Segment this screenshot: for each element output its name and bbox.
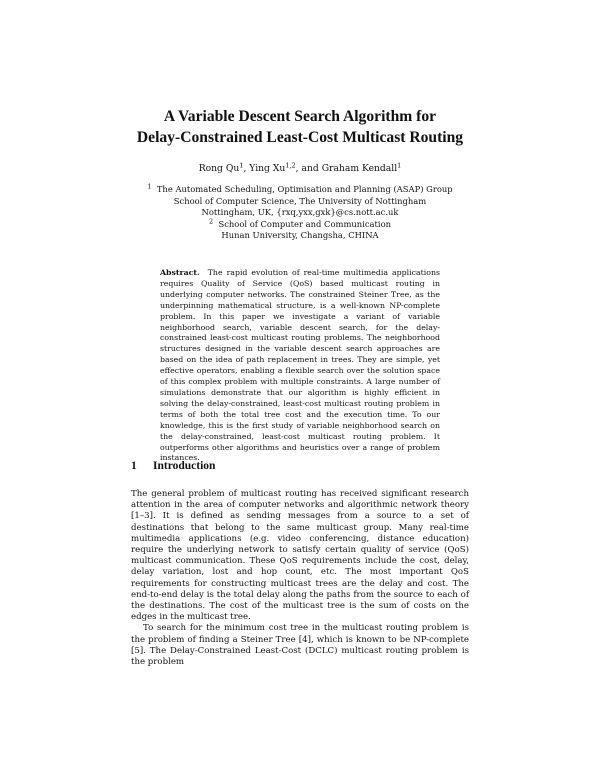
author-affil-mark: 1 [397, 161, 402, 170]
paper-title [0, 106, 600, 148]
paragraph: The general problem of multicast routing has received significant research attention in the area of computer networks and algorithmic network theory [1–3]. It is defined as sending messages from a source to a set of destinations that belong to the same multicast group. Many real-time multimedia applications (e.g. video conferencing, distance education) require the underlying network to satisfy certain quality of service (QoS) multicast communication. These QoS requirements include the cost, delay, delay variation, lost and hop count, etc. The most important QoS requirements for constructing multicast trees are the delay and cost. The end-to-end delay is the total delay along the paths from the source to each of the destinations. The cost of the multicast tree is the sum of costs on the edges in the multicast tree. [131, 489, 469, 623]
section-body [131, 489, 469, 668]
section-title: Introduction [153, 460, 216, 472]
affiliation-line: $^2$ School of Computer and Communication [208, 217, 392, 229]
author-list [0, 163, 600, 174]
paragraph: To search for the minimum cost tree in the multicast routing problem is the problem of finding a Steiner Tree [4], which is known to be NP-complete [5]. The Delay-Constrained Least-Cost (DCLC) multicast routing problem is the problem [131, 623, 469, 668]
abstract-text: The rapid evolution of real-time multimedia applications requires Quality of Service (QoS) based multicast routing in underlying computer networks. The constrained Steiner Tree, as the underpinning mathematical structure, is a well-known NP-complete problem. In this paper we investigate a variant of variable neighborhood search, variable descent search, for the delay-constrained least-cost multicast routing problems. The neighborhood structures designed in the variable descent search approaches are based on the idea of path replacement in trees. They are simple, yet effective operators, enabling a flexible search over the solution space of this complex problem with multiple constraints. A large number of simulations demonstrate that our algorithm is highly efficient in solving the delay-constrained, least-cost multicast routing problem in terms of both the total tree cost and the execution time. To our knowledge, this is the first study of variable neighborhood search on the delay-constrained, least-cost multicast routing problem. It outperforms other algorithms and heuristics over a range of problem instances. [160, 268, 440, 463]
section-heading [131, 460, 471, 472]
author-name: Rong Qu [198, 163, 240, 174]
author-name: Ying Xu [249, 163, 286, 174]
affiliation-mark: 2 [208, 217, 214, 225]
affiliations [0, 184, 600, 242]
section-number: 1 [131, 460, 137, 472]
affiliation-line: Nottingham, UK, {rxq,yxx,gxk}@cs.nott.ac.uk [201, 207, 399, 217]
affiliation-line: Hunan University, Changsha, CHINA [221, 230, 379, 240]
affiliation-line: $^1$ The Automated Scheduling, Optimisation and Planning (ASAP) Group [147, 182, 453, 194]
author-affil-mark: 1,2 [285, 161, 296, 170]
title-line-1: A Variable Descent Search Algorithm for [163, 108, 437, 125]
author-name: Graham Kendall [321, 163, 398, 174]
author-affil-mark: 1 [239, 161, 244, 170]
author-separator: , [243, 163, 250, 174]
abstract [160, 268, 440, 464]
affiliation-mark: 1 [147, 182, 152, 191]
author-separator: , and [295, 163, 322, 174]
abstract-label: Abstract. [160, 268, 200, 277]
title-line-2: Delay-Constrained Least-Cost Multicast Routing [136, 129, 464, 146]
affiliation-line: School of Computer Science, The University of Nottingham [173, 195, 427, 206]
